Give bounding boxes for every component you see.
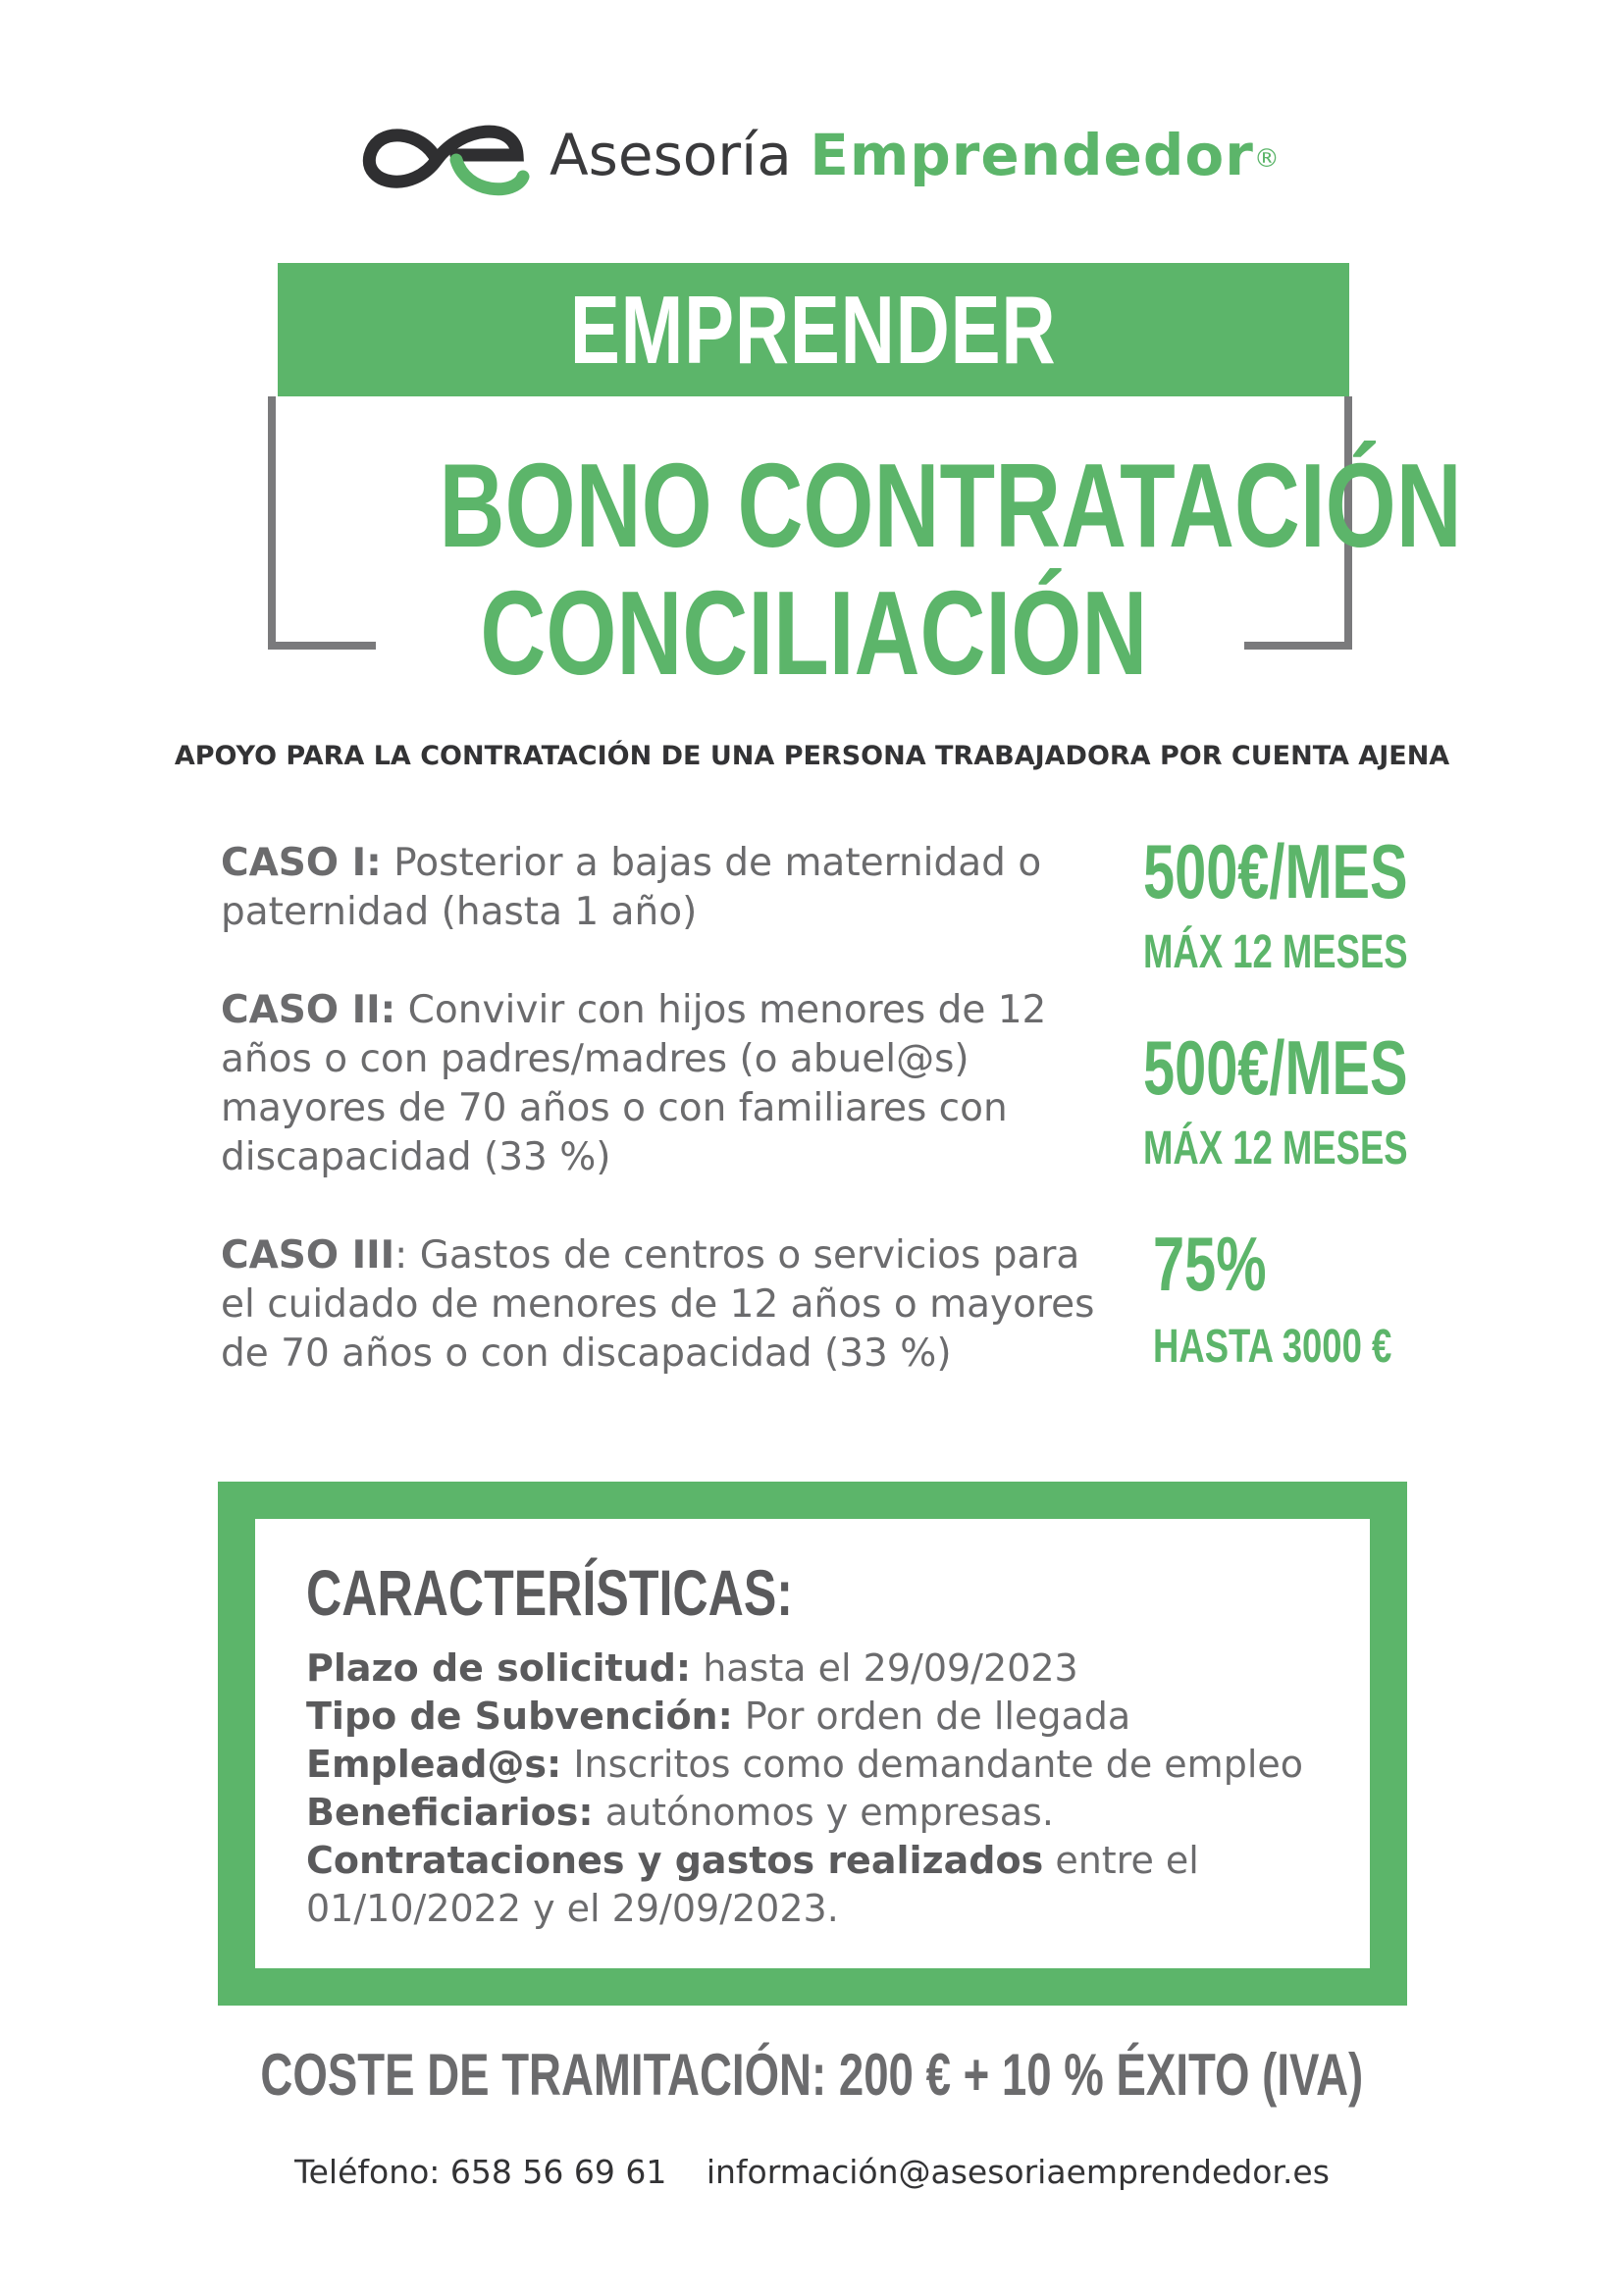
feature-beneficiaries: Beneficiarios: autónomos y empresas. bbox=[306, 1791, 1054, 1834]
case-1-limit: MÁX 12 MESES bbox=[1143, 926, 1408, 978]
feature-hiring-period-dates: 01/10/2022 y el 29/09/2023. bbox=[306, 1887, 839, 1930]
case-2-label: CASO II: bbox=[221, 988, 396, 1032]
header-band bbox=[278, 263, 1349, 396]
contact-info bbox=[0, 2153, 1624, 2191]
case-3-limit: HASTA 3000 € bbox=[1153, 1321, 1392, 1373]
registered-mark: ® bbox=[1253, 144, 1280, 174]
case-2-limit: MÁX 12 MESES bbox=[1143, 1122, 1408, 1174]
title-line-2: CONCILIACIÓN bbox=[480, 566, 1147, 700]
case-3-description: : Gastos de centros o servicios para el cuidado de menores de 12 años o mayores de 70 años o con discapacidad (33 %) bbox=[221, 1233, 1095, 1376]
header-label: EMPRENDER bbox=[570, 275, 1057, 384]
case-1-text bbox=[221, 839, 1104, 937]
feature-hiring-period: Contrataciones y gastos realizados entre el bbox=[306, 1839, 1199, 1882]
contact-email[interactable]: información@asesoriaemprendedor.es bbox=[706, 2153, 1330, 2191]
case-1-amount: 500€/MES bbox=[1143, 828, 1408, 914]
feature-employees: Emplead@s: Inscritos como demandante de empleo bbox=[306, 1743, 1304, 1786]
features-title: CARACTERÍSTICAS: bbox=[306, 1556, 794, 1629]
brand-name bbox=[550, 116, 1280, 194]
brand-name-part2: Emprendedor bbox=[810, 122, 1254, 188]
subtitle: APOYO PARA LA CONTRATACIÓN DE UNA PERSONA TRABAJADORA POR CUENTA AJENA bbox=[174, 741, 1450, 771]
title-line-1: BONO CONTRATACIÓN bbox=[439, 439, 1462, 572]
feature-subsidy-type: Tipo de Subvención: Por orden de llegada bbox=[306, 1695, 1131, 1738]
contact-phone: Teléfono: 658 56 69 61 bbox=[294, 2153, 667, 2191]
case-2-description: Convivir con hijos menores de 12 años o con padres/madres (o abuel@s) mayores de 70 años o con familiares con discapacidad (33 %) bbox=[221, 988, 1047, 1179]
case-2-amount: 500€/MES bbox=[1143, 1024, 1408, 1111]
case-3-amount: 75% bbox=[1153, 1221, 1267, 1307]
case-3-label: CASO III bbox=[221, 1233, 395, 1278]
case-2-text bbox=[221, 986, 1104, 1182]
case-1-description: Posterior a bajas de maternidad o paternidad (hasta 1 año) bbox=[221, 841, 1042, 934]
case-1-label: CASO I: bbox=[221, 841, 382, 885]
feature-deadline: Plazo de solicitud: hasta el 29/09/2023 bbox=[306, 1646, 1078, 1690]
ae-infinity-logo-icon bbox=[358, 116, 535, 208]
processing-cost: COSTE DE TRAMITACIÓN: 200 € + 10 % ÉXITO (IVA) bbox=[260, 2042, 1364, 2108]
brand-name-part1: Asesoría bbox=[550, 122, 792, 188]
case-3-text bbox=[221, 1231, 1104, 1379]
